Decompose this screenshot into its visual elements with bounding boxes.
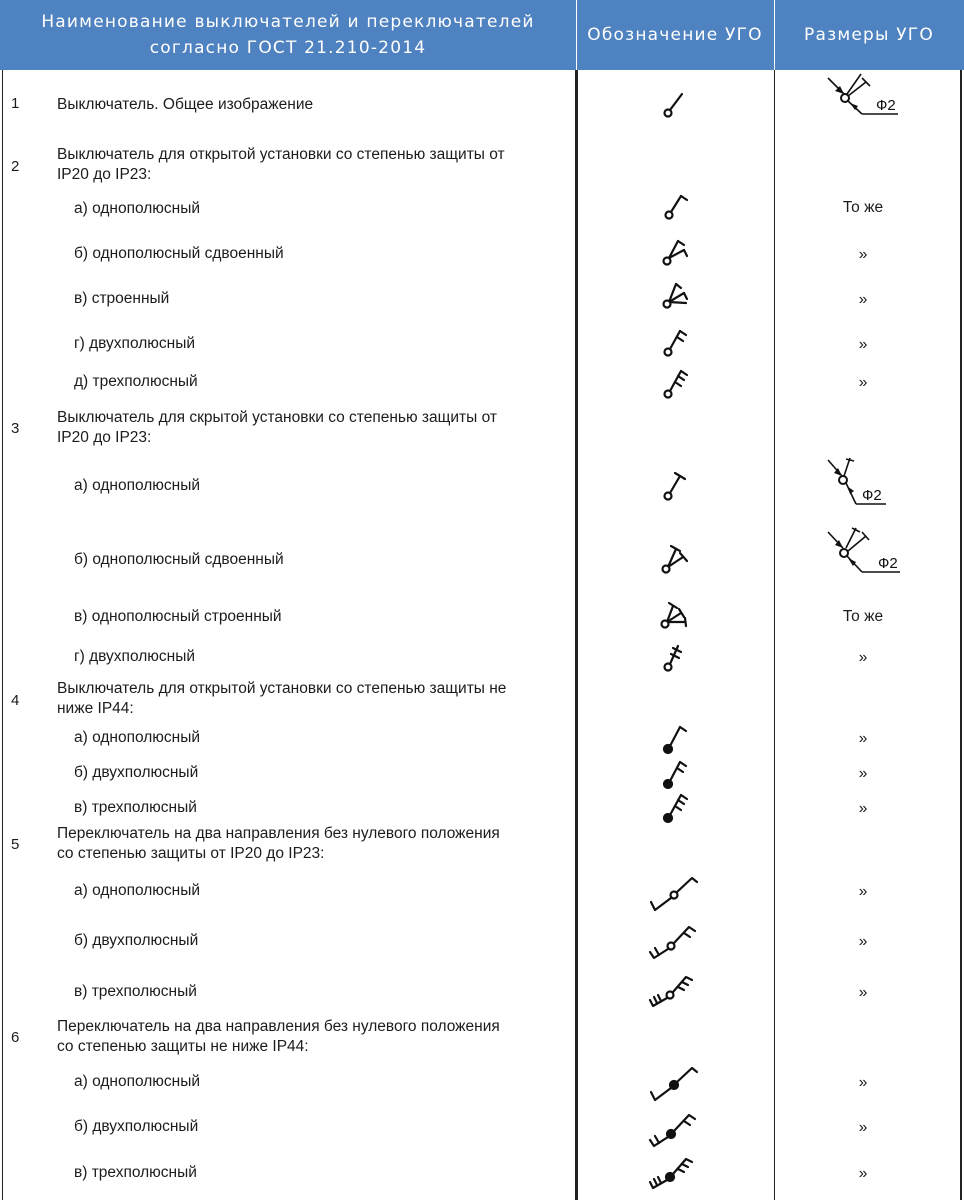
switch-ip44-single-pole-icon: [658, 722, 694, 756]
row-number: 1: [11, 95, 20, 112]
column-divider-size: [774, 70, 775, 1200]
sub-item-label: б) двухполюсный: [74, 932, 199, 949]
row-title: [57, 1017, 500, 1057]
changeover-two-pole-icon: [646, 918, 702, 966]
size-value: »: [858, 765, 868, 782]
row-title-line2: со степенью защиты от IP20 до IP23:: [57, 845, 325, 862]
switch-ip44-two-pole-icon: [658, 757, 694, 791]
row-title-line1: Выключатель для скрытой установки со степенью защиты от: [57, 409, 497, 426]
row-title-line2: IP20 до IP23:: [57, 166, 152, 183]
size-value: »: [858, 336, 868, 353]
header-name-column: [0, 0, 576, 70]
size-value: »: [858, 649, 868, 666]
size-value: »: [858, 883, 868, 900]
sub-item-label: в) трехполюсный: [74, 799, 197, 816]
row-title: [57, 145, 505, 185]
switch-open-three-pole-icon: [658, 366, 694, 402]
row-number: 5: [11, 836, 20, 853]
header-symbol-column: Обозначение УГО: [587, 25, 763, 45]
size-value: »: [858, 1074, 868, 1091]
row-title-line1: Выключатель для открытой установки со степенью защиты не: [57, 680, 507, 697]
row-title-line1: Переключатель на два направления без нулевого положения: [57, 1018, 500, 1035]
switch-hidden-two-pole-icon: [658, 642, 694, 674]
changeover-three-pole-icon: [646, 968, 702, 1016]
row-title: [57, 408, 497, 448]
sub-item-label: а) однополюсный: [74, 477, 201, 494]
changeover-ip44-single-pole-icon: [646, 1058, 702, 1106]
size-value: »: [858, 730, 868, 747]
changeover-ip44-three-pole-icon: [646, 1150, 702, 1198]
sub-item-label: а) однополюсный: [74, 729, 201, 746]
row-number: 6: [11, 1029, 20, 1046]
sub-item-label: г) двухполюсный: [74, 335, 196, 352]
dimension-label: Ф2: [862, 487, 882, 504]
changeover-ip44-two-pole-icon: [646, 1106, 702, 1154]
dimension-label: Ф2: [876, 97, 896, 114]
switch-hidden-triple-icon: [655, 600, 697, 634]
dimension-phi2-icon: [826, 72, 906, 122]
size-value: »: [858, 1165, 868, 1182]
switch-general-icon: [658, 90, 694, 120]
header-name-line1: Наименование выключателей и переключателей: [41, 12, 535, 32]
dimension-label: Ф2: [878, 555, 898, 572]
size-value: »: [858, 933, 868, 950]
row-title-line1: Выключатель для открытой установки со степенью защиты от: [57, 146, 505, 163]
row-title-line2: со степенью защиты не ниже IP44:: [57, 1038, 309, 1055]
row-title-line1: Переключатель на два направления без нулевого положения: [57, 825, 500, 842]
table-border-right: [960, 70, 962, 1200]
switch-open-double-icon: [656, 236, 696, 270]
row-title-line2: ниже IP44:: [57, 700, 134, 717]
size-value: То же: [842, 608, 884, 625]
switch-open-single-pole-icon: [658, 191, 694, 223]
sub-item-label: б) однополюсный сдвоенный: [74, 551, 284, 568]
row-number: 2: [11, 158, 20, 175]
size-value: »: [858, 984, 868, 1001]
row-number: 4: [11, 692, 20, 709]
changeover-single-pole-icon: [646, 868, 702, 916]
row-title: [57, 679, 506, 719]
sub-item-label: б) двухполюсный: [74, 764, 199, 781]
sub-item-label: г) двухполюсный: [74, 648, 196, 665]
row-title-line2: IP20 до IP23:: [57, 429, 152, 446]
switch-hidden-double-icon: [656, 542, 696, 578]
row-title: [57, 824, 500, 864]
size-value: То же: [842, 199, 884, 216]
sub-item-label: б) однополюсный сдвоенный: [74, 245, 284, 262]
row-title: Выключатель. Общее изображение: [57, 96, 314, 113]
table-border-left: [2, 70, 3, 1200]
sub-item-label: в) трехполюсный: [74, 983, 197, 1000]
switch-open-triple-icon: [656, 280, 696, 314]
sub-item-label: а) однополюсный: [74, 882, 201, 899]
switch-open-two-pole-icon: [658, 326, 694, 360]
table-header: [0, 0, 964, 70]
size-value: »: [858, 800, 868, 817]
size-value: »: [858, 291, 868, 308]
size-value: »: [858, 246, 868, 263]
size-value: »: [858, 1119, 868, 1136]
dimension-phi2-icon: [826, 456, 896, 510]
column-divider-symbol: [575, 70, 578, 1200]
header-name-line2: согласно ГОСТ 21.210-2014: [149, 38, 427, 58]
switch-ip44-three-pole-icon: [658, 790, 694, 826]
switch-hidden-single-pole-icon: [658, 470, 694, 504]
size-value: »: [858, 374, 868, 391]
sub-item-label: в) трехполюсный: [74, 1164, 197, 1181]
sub-item-label: д) трехполюсный: [74, 373, 198, 390]
sub-item-label: а) однополюсный: [74, 1073, 201, 1090]
header-size-column: Размеры УГО: [804, 25, 934, 45]
sub-item-label: а) однополюсный: [74, 200, 201, 217]
sub-item-label: б) двухполюсный: [74, 1118, 199, 1135]
sub-item-label: в) однополюсный строенный: [74, 608, 282, 625]
row-number: 3: [11, 420, 20, 437]
sub-item-label: в) строенный: [74, 290, 170, 307]
dimension-phi2-icon: [826, 526, 906, 578]
